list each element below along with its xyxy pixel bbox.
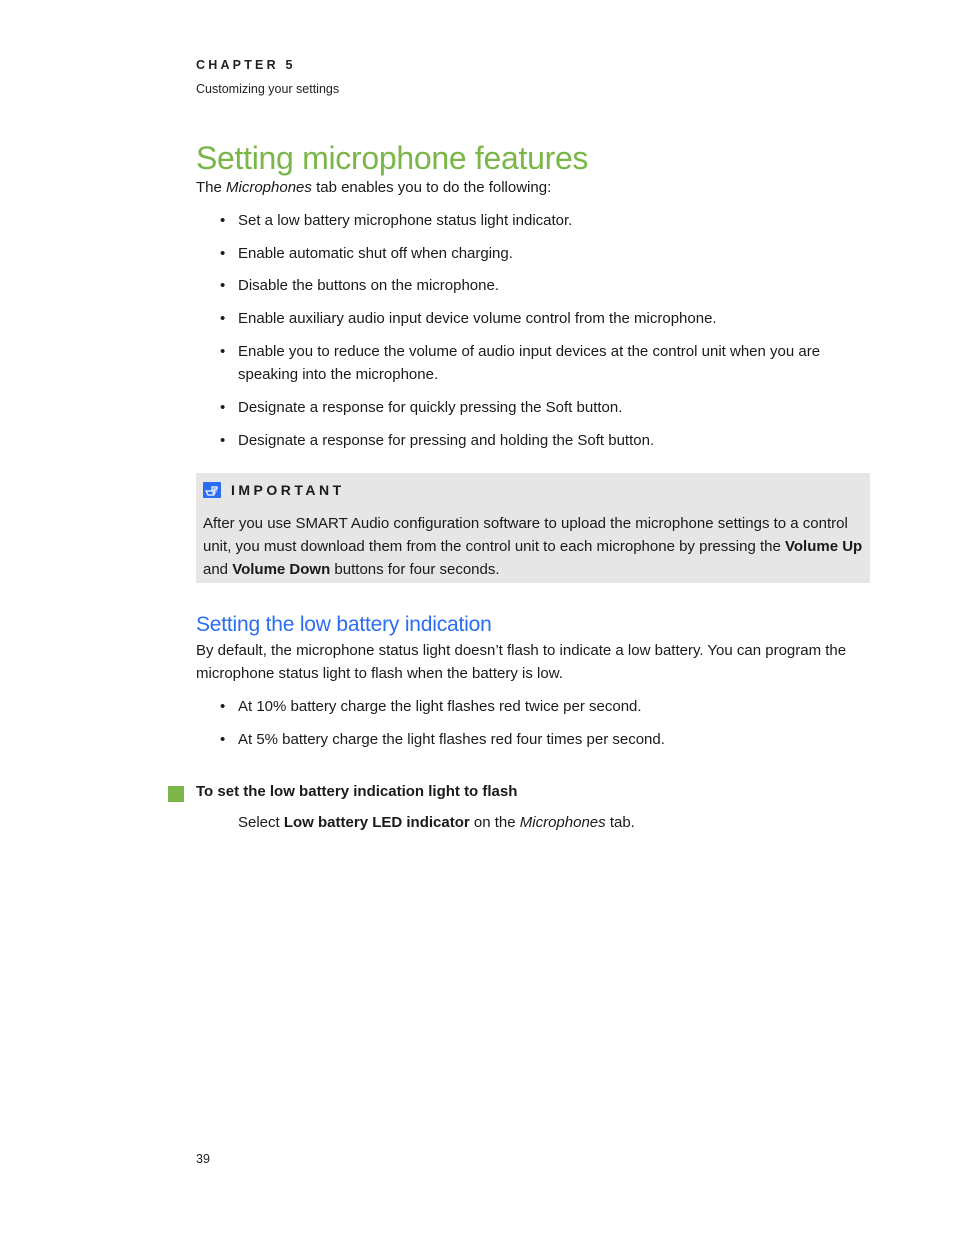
chapter-title: Customizing your settings <box>196 82 340 96</box>
intro-paragraph: The Microphones tab enables you to do the following: <box>196 179 552 196</box>
section-paragraph: By default, the microphone status light doesn’t flash to indicate a low battery. You can program the microphone status light to flash when the battery is low. <box>196 642 847 682</box>
important-title: IMPORTANT <box>231 482 345 498</box>
procedure-step: Select Low battery LED indicator on the Microphones tab. <box>238 814 635 831</box>
pointing-hand-icon <box>203 482 221 498</box>
important-callout <box>196 473 870 583</box>
intro-tab-name: Microphones <box>226 179 312 196</box>
page-title: Setting microphone features <box>196 140 589 176</box>
important-text: After you use SMART Audio configuration software to upload the microphone settings to a control unit, you must download them from the control unit to each microphone by pressing the Volume Up and Volume Down buttons for four seconds. <box>203 515 863 578</box>
procedure-title: To set the low battery indication light to flash <box>196 783 518 800</box>
procedure-marker-icon <box>168 786 184 802</box>
chapter-label: CHAPTER 5 <box>196 58 296 72</box>
page-number: 39 <box>196 1152 210 1166</box>
section-heading: Setting the low battery indication <box>196 613 492 636</box>
